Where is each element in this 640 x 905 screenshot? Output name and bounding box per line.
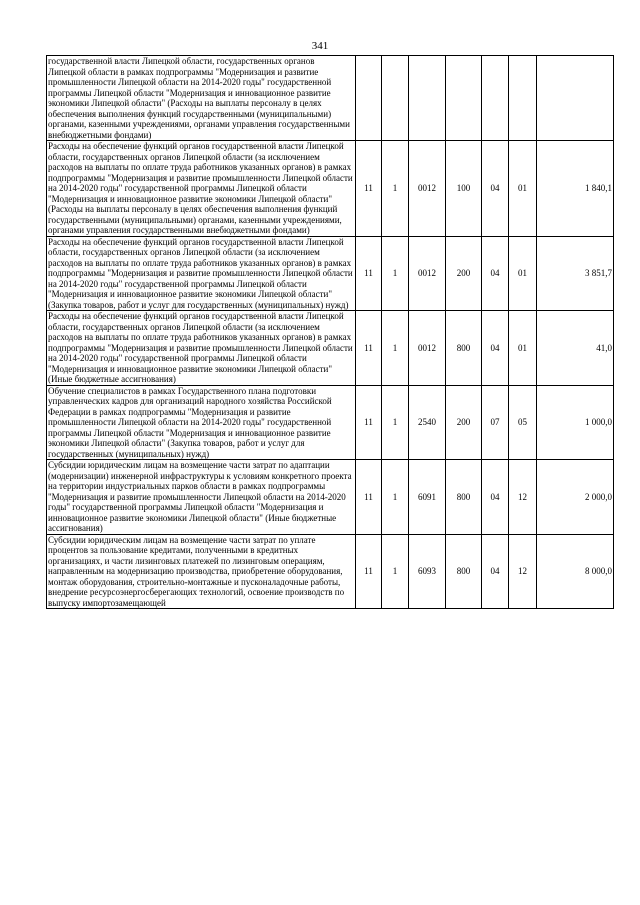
page-number: 341 [311, 40, 329, 52]
target-article-code: 0012 [409, 236, 446, 311]
target-article-code [409, 56, 446, 141]
expense-type-code: 800 [446, 460, 482, 535]
subprogram-code: 1 [382, 311, 409, 386]
subsection-code: 12 [509, 460, 537, 535]
row-description: Субсидии юридическим лицам на возмещение части затрат по адаптации (модернизации) инженерной инфраструктуры к условиям конкретного проекта на территории индустриальных парков области в рамках подпрограммы "Модернизация и развитие промышленности Липецкой области на 2014-2020 годы" государственной программы Липецкой области "Модернизация и инновационное развитие экономики Липецкой области" (Иные бюджетные ассигнования) [47, 460, 356, 535]
section-code [482, 56, 509, 141]
table-row [47, 56, 614, 141]
expense-type-code [446, 56, 482, 141]
budget-table [46, 55, 614, 609]
section-code: 07 [482, 385, 509, 460]
ministry-code: 11 [356, 385, 382, 460]
expense-type-code: 800 [446, 534, 482, 609]
ministry-code: 11 [356, 141, 382, 237]
target-article-code: 6091 [409, 460, 446, 535]
subsection-code: 01 [509, 141, 537, 237]
section-code: 04 [482, 311, 509, 386]
row-description: Расходы на обеспечение функций органов государственной власти Липецкой области, государственных органов Липецкой области (за исключением расходов на выплаты по оплате труда работников указанных органов) в рамках подпрограммы "Модернизация и развитие промышленности Липецкой области на 2014-2020 годы" государственной программы Липецкой области "Модернизация и инновационное развитие экономики Липецкой области" (Иные бюджетные ассигнования) [47, 311, 356, 386]
table-row [47, 311, 614, 386]
expense-type-code: 800 [446, 311, 482, 386]
target-article-code: 0012 [409, 311, 446, 386]
expense-type-code: 200 [446, 385, 482, 460]
row-description: Расходы на обеспечение функций органов государственной власти Липецкой области, государственных органов Липецкой области (за исключением расходов на выплаты по оплате труда работников указанных органов) в рамках подпрограммы "Модернизация и развитие промышленности Липецкой области на 2014-2020 годы" государственной программы Липецкой области "Модернизация и инновационное развитие экономики Липецкой области" (Закупка товаров, работ и услуг для государственных (муниципальных) нужд) [47, 236, 356, 311]
table-row [47, 460, 614, 535]
ministry-code [356, 56, 382, 141]
subprogram-code: 1 [382, 534, 409, 609]
row-description: государственной власти Липецкой области, государственных органов Липецкой области в рамках подпрограммы "Модернизация и развитие промышленности Липецкой области на 2014-2020 годы" государственной программы Липецкой области "Модернизация и инновационное развитие экономики Липецкой области" (Расходы на выплаты персоналу в целях обеспечения выполнения функций государственными (муниципальными) органами, казенными учреждениями, органами управления государственными внебюджетными фондами) [47, 56, 356, 141]
subprogram-code: 1 [382, 141, 409, 237]
row-description: Субсидии юридическим лицам на возмещение части затрат по уплате процентов за пользование кредитами, полученными в кредитных организациях, и части лизинговых платежей по лизинговым операциям, направленным на модернизацию производства, приобретение оборудования, монтаж оборудования, строительно-монтажные и пусконаладочные работы, внедрение ресурсоэнергосберегающих технологий, освоение производств по выпуску импортозамещающей [47, 534, 356, 609]
expense-type-code: 200 [446, 236, 482, 311]
ministry-code: 11 [356, 311, 382, 386]
target-article-code: 0012 [409, 141, 446, 237]
target-article-code: 2540 [409, 385, 446, 460]
subsection-code [509, 56, 537, 141]
subprogram-code: 1 [382, 385, 409, 460]
table-row [47, 534, 614, 609]
subprogram-code: 1 [382, 236, 409, 311]
section-code: 04 [482, 460, 509, 535]
amount: 3 851,7 [537, 236, 614, 311]
row-description: Расходы на обеспечение функций органов государственной власти Липецкой области, государственных органов Липецкой области (за исключением расходов на выплаты по оплате труда работников указанных органов) в рамках подпрограммы "Модернизация и развитие промышленности Липецкой области на 2014-2020 годы" государственной программы Липецкой области "Модернизация и инновационное развитие экономики Липецкой области" (Расходы на выплаты персоналу в целях обеспечения выполнения функций государственными (муниципальными) органами, казенными учреждениями, органами управления государственными внебюджетными фондами) [47, 141, 356, 237]
subsection-code: 01 [509, 236, 537, 311]
amount: 1 000,0 [537, 385, 614, 460]
section-code: 04 [482, 236, 509, 311]
amount: 2 000,0 [537, 460, 614, 535]
expense-type-code: 100 [446, 141, 482, 237]
subprogram-code: 1 [382, 460, 409, 535]
amount: 1 840,1 [537, 141, 614, 237]
target-article-code: 6093 [409, 534, 446, 609]
table-row [47, 385, 614, 460]
amount [537, 56, 614, 141]
ministry-code: 11 [356, 460, 382, 535]
ministry-code: 11 [356, 534, 382, 609]
subprogram-code [382, 56, 409, 141]
table-row [47, 141, 614, 237]
section-code: 04 [482, 141, 509, 237]
ministry-code: 11 [356, 236, 382, 311]
amount: 41,0 [537, 311, 614, 386]
row-description: Обучение специалистов в рамках Государственного плана подготовки управленческих кадров для организаций народного хозяйства Российской Федерации в рамках подпрограммы "Модернизация и развитие промышленности Липецкой области на 2014-2020 годы" государственной программы Липецкой области "Модернизация и инновационное развитие экономики Липецкой области" (Закупка товаров, работ и услуг для государственных (муниципальных) нужд) [47, 385, 356, 460]
amount: 8 000,0 [537, 534, 614, 609]
table-row [47, 236, 614, 311]
section-code: 04 [482, 534, 509, 609]
subsection-code: 12 [509, 534, 537, 609]
subsection-code: 01 [509, 311, 537, 386]
subsection-code: 05 [509, 385, 537, 460]
